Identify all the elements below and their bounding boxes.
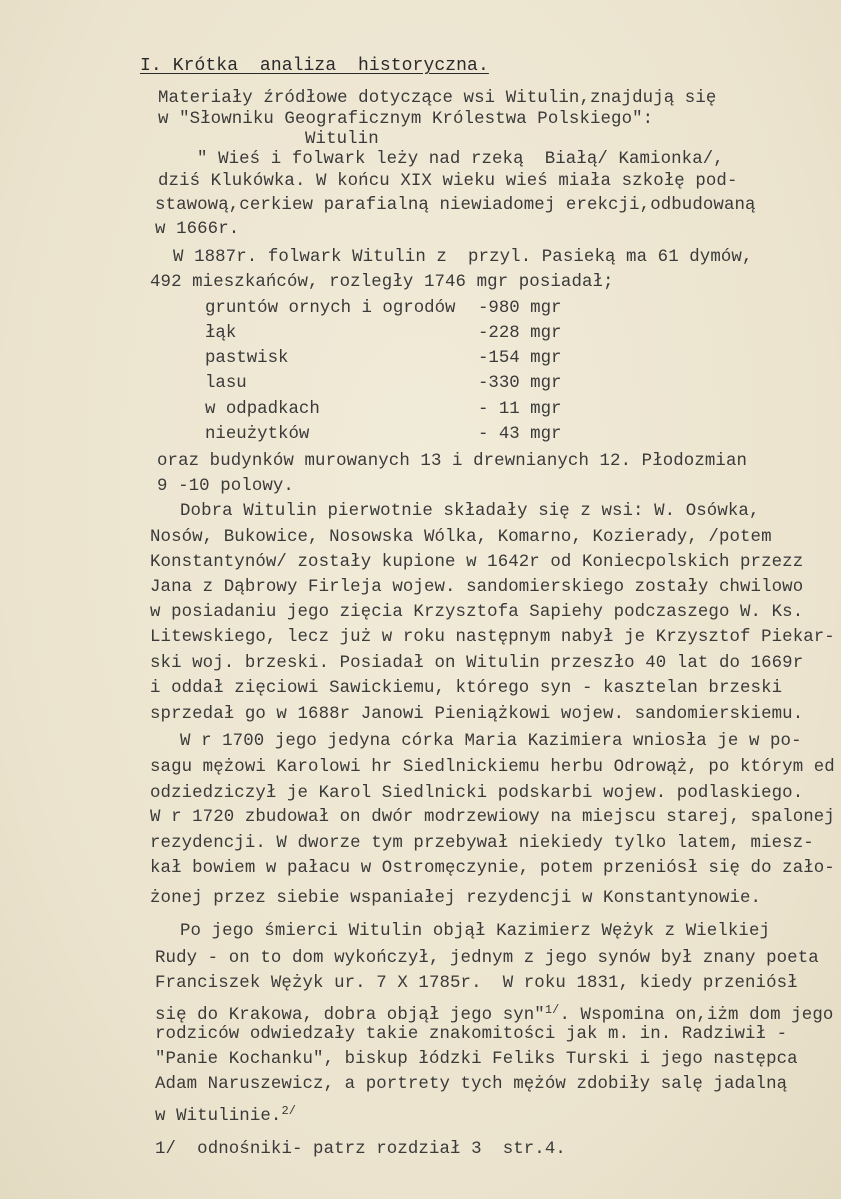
text-line: 492 mieszkańców, rozległy 1746 mgr posiadał; (150, 273, 614, 292)
text-line: Franciszek Wężyk ur. 7 X 1785r. W roku 1831, kiedy przeniósł (155, 974, 798, 993)
land-value: -330 mgr (478, 374, 562, 393)
text-line: sprzedał go w 1688r Janowi Pieniążkowi wojew. sandomierskiemu. (150, 705, 804, 724)
land-label: gruntów ornych i ogrodów (205, 299, 456, 318)
text-line: "Panie Kochanku", biskup łódzki Feliks Turski i jego następca (155, 1050, 798, 1069)
text-line: Adam Naruszewicz, a portrety tych mężów zdobiły salę jadalną (155, 1075, 788, 1094)
land-value: -980 mgr (478, 299, 562, 318)
text-line: w posiadaniu jego zięcia Krzysztofa Sapiehy podczaszego W. Ks. (150, 603, 804, 622)
land-label: nieużytków (205, 425, 310, 444)
land-value: -228 mgr (478, 324, 562, 343)
text-line: w "Słowniku Geograficznym Królestwa Polskiego": (158, 110, 654, 129)
text-line: Materiały źródłowe dotyczące wsi Witulin,znajdują się (158, 89, 717, 108)
text-line: W 1887r. folwark Witulin z przyl. Pasieką ma 61 dymów, (173, 248, 753, 267)
text-line: stawową,cerkiew parafialną niewiadomej erekcji,odbudowaną (155, 196, 756, 215)
footnote-mark: 1/ (155, 1140, 177, 1159)
text-line: kał bowiem w pałacu w Ostromęczynie, potem przeniósł się do zało- (150, 859, 835, 878)
text-line: 9 -10 polowy. (157, 477, 294, 496)
text-line: sagu mężowi Karolowi hr Siedlnickiemu herbu Odrowąż, po którym ed (150, 758, 835, 777)
footnote (155, 1140, 566, 1160)
section-heading: I. Krótka analiza historyczna. (140, 56, 489, 76)
text-line: Rudy - on to dom wykończył, jednym z jego synów był znany poeta (155, 949, 819, 968)
text-line: żonej przez siebie wspaniałej rezydencji w Konstantynowie. (150, 889, 762, 908)
land-value: -154 mgr (478, 349, 562, 368)
text-line: rodziców odwiedzały takie znakomitości jak m. in. Radziwił - (155, 1025, 788, 1044)
text-line: " Wieś i folwark leży nad rzeką Białą/ Kamionka/, (197, 150, 724, 169)
text-line: Konstantynów/ zostały kupione w 1642r od Koniecpolskich przezz (150, 553, 804, 572)
text-line (155, 1101, 296, 1127)
text-line: W r 1720 zbudował on dwór modrzewiowy na miejscu starej, spalonej (150, 808, 835, 827)
interlinear-insertion: Witulin (305, 130, 379, 149)
text-line: odziedziczył je Karol Siedlnicki podskarbi wojew. podlaskiego. (150, 784, 804, 803)
land-label: w odpadkach (205, 400, 320, 419)
text-line (155, 1000, 833, 1026)
land-label: łąk (205, 324, 237, 343)
text-line: oraz budynków murowanych 13 i drewnianych 12. Płodozmian (157, 452, 748, 471)
text-line: Litewskiego, lecz już w roku następnym nabył je Krzysztof Piekar- (150, 628, 835, 647)
text-fragment: w Witulinie. (155, 1107, 282, 1126)
land-value: - 43 mgr (478, 425, 562, 444)
land-label: lasu (205, 374, 247, 393)
text-line: dziś Klukówka. W końcu XIX wieku wieś miała szkołę pod- (158, 172, 738, 191)
text-line: w 1666r. (155, 220, 240, 239)
text-line: ski woj. brzeski. Posiadał on Witulin przeszło 40 lat do 1669r (150, 654, 804, 673)
text-line: W r 1700 jego jedyna córka Maria Kazimiera wniosła je w po- (180, 732, 802, 751)
text-line: Jana z Dąbrowy Firleja wojew. sandomierskiego zostały chwilowo (150, 578, 804, 597)
land-value: - 11 mgr (478, 400, 562, 419)
text-line: rezydencji. W dworze tym przebywał niekiedy tylko latem, miesz- (150, 834, 814, 853)
text-line: Po jego śmierci Witulin objął Kazimierz Wężyk z Wielkiej (180, 922, 771, 941)
text-fragment: się do Krakowa, dobra objął jego syn" (155, 1006, 545, 1025)
footnote-reference: 1/ (544, 1003, 560, 1017)
text-line: i oddał zięciowi Sawickiemu, którego syn - kasztelan brzeski (150, 679, 783, 698)
footnote-reference: 2/ (281, 1104, 297, 1118)
footnote-text: odnośniki- patrz rozdział 3 str.4. (197, 1140, 566, 1159)
text-fragment: . Wspomina on,iżm dom jego (559, 1006, 834, 1025)
text-line: Dobra Witulin pierwotnie składały się z wsi: W. Osówka, (180, 502, 760, 521)
text-line: Nosów, Bukowice, Nosowska Wólka, Komarno, Kozierady, /potem (150, 528, 772, 547)
land-label: pastwisk (205, 349, 289, 368)
